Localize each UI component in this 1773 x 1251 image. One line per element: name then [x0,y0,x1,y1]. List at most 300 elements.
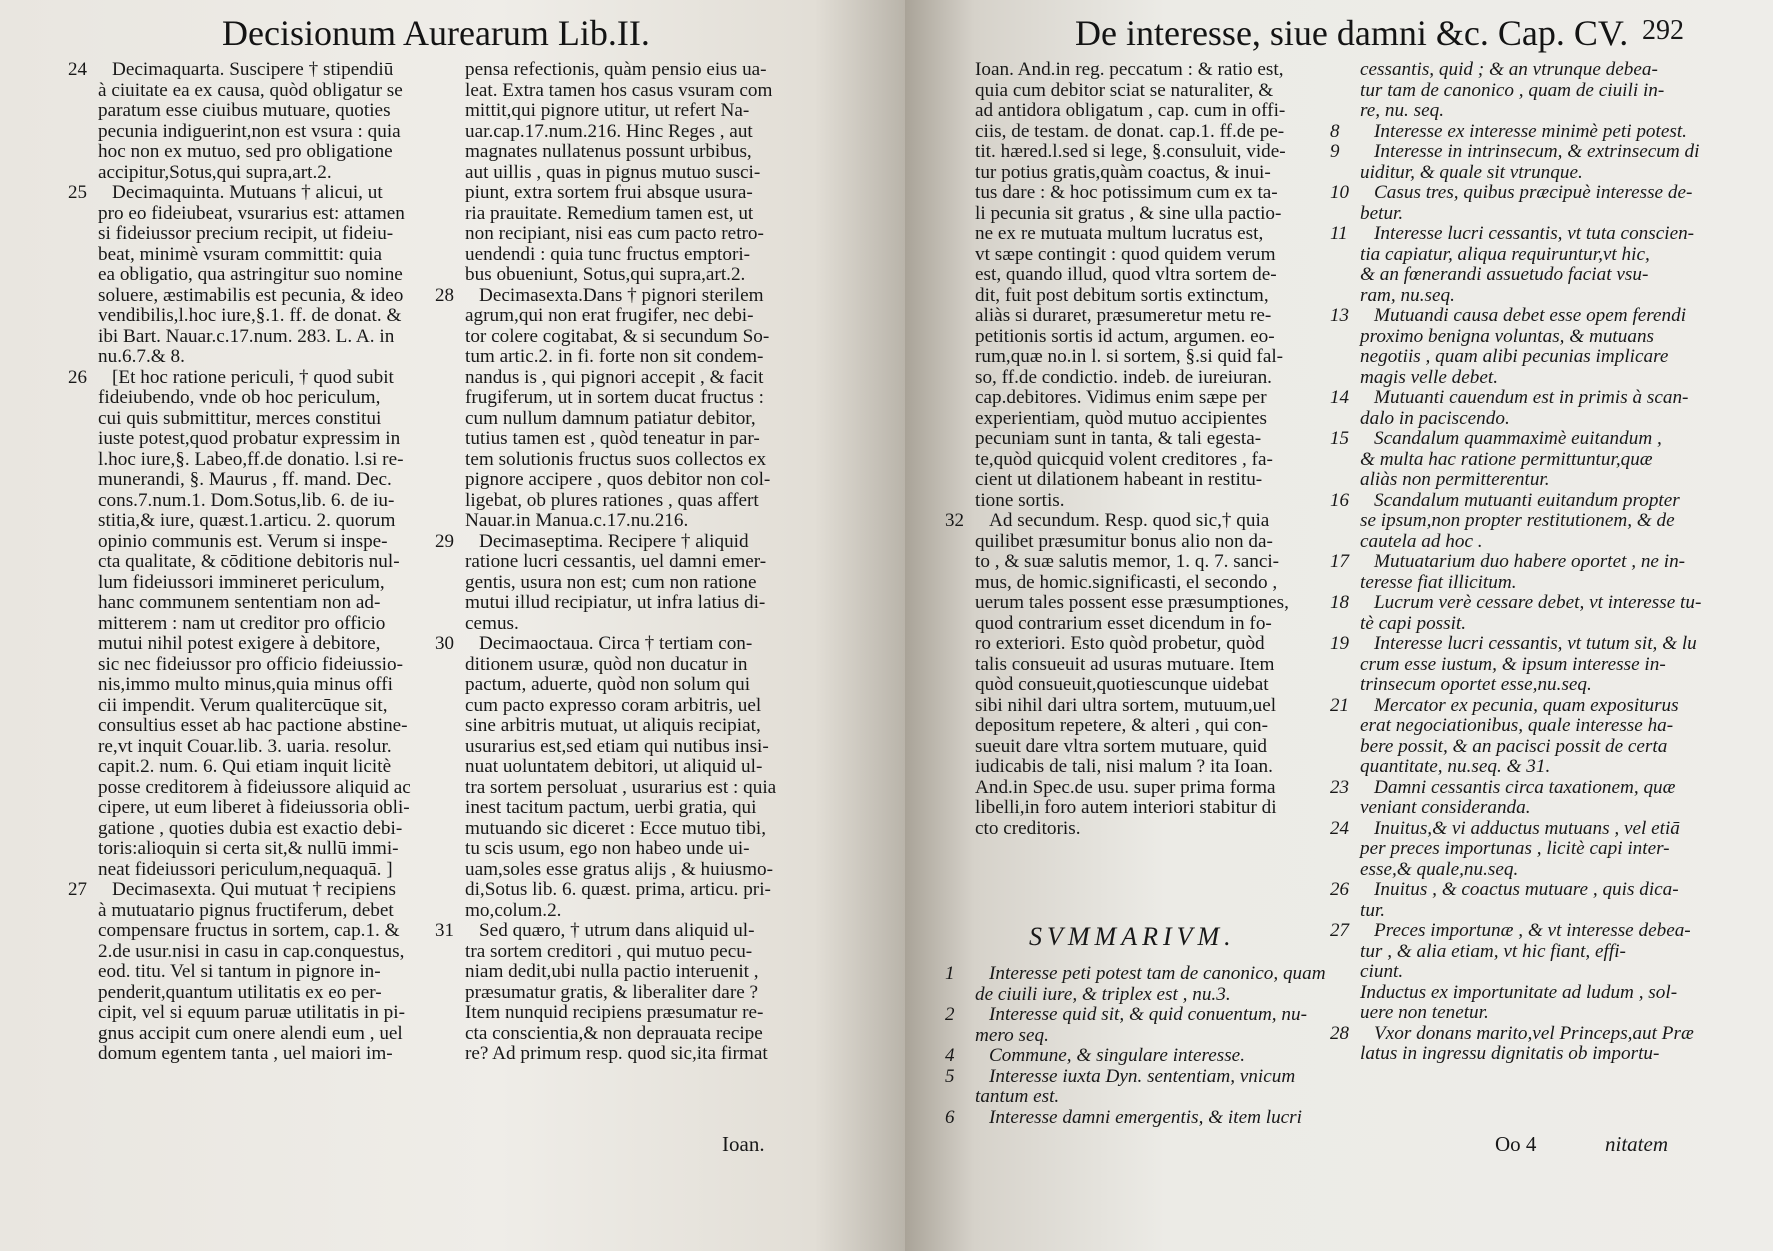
text-line [975,1025,1305,1046]
line-text: [Et hoc ratione periculi, † quod subit [112,366,394,388]
text-line [975,614,1305,635]
line-text: tem solutionis fructus suos collectos ex [465,448,767,470]
text-line [975,450,1305,471]
text-line [98,921,430,942]
line-text: à ciuitate ea ex causa, quòd obligatur se [98,79,403,101]
line-text: tit. hæred.l.sed si lege, §.consuluit, vide- [975,141,1286,162]
line-text: uar.cap.17.num.216. Hinc Reges , aut [465,120,753,142]
line-text: veniant consideranda. [1360,797,1531,818]
text-line [1360,962,1700,983]
line-text: sic nec fideiussor pro officio fideiussio- [98,653,403,675]
text-line [98,265,430,286]
text-line [1360,675,1700,696]
text-line [975,675,1305,696]
text-line [465,880,805,901]
line-text: cum pacto expresso coram arbitris, uel [465,694,762,716]
line-text: Ad secundum. Resp. quod sic,† quia [989,510,1270,531]
line-text: ciis, de testam. de donat. cap.1. ff.de pe- [975,120,1285,142]
text-line [1330,182,1700,204]
line-text: iudicabis de tali, nisi malum ? ita Ioan. [975,756,1273,777]
line-text: tur potius gratis,quàm coactus, & inui- [975,161,1271,183]
text-line [465,552,805,573]
text-line [98,716,430,737]
text-line [98,347,430,368]
line-text: ratione lucri cessantis, uel damni emer- [465,551,767,572]
line-text: frugiferum, ut in sortem ducat fructus : [465,387,764,408]
text-line [98,1024,430,1045]
line-text: Decimaquinta. Mutuans † alicui, ut [112,182,383,203]
text-line [1360,983,1700,1004]
text-line [435,633,805,655]
line-text: & multa hac ratione permittuntur,quæ [1360,448,1653,470]
text-line [975,491,1305,512]
right-page [905,0,1773,1251]
summary-title: SVMMARIVM. [1029,922,1236,951]
marginal-number: 18 [1330,592,1349,613]
running-head: De interesse, siue damni &c. Cap. CV. [1075,13,1629,53]
line-text: Scandalum quammaximè euitandum , [1374,428,1662,449]
text-line [465,306,805,327]
text-line [975,224,1305,245]
text-line [975,101,1305,122]
line-text: consultius esset ab hac pactione abstine- [98,715,408,736]
page-number: 292 [1642,15,1684,46]
text-line [1360,532,1700,553]
line-text: quòd consueuit,quotiescunque uidebat [975,674,1269,695]
line-text: so, ff.de condictio. indeb. de iureiuran. [975,366,1272,388]
line-text: fideiubendo, vnde ob hoc periculum, [98,387,381,408]
text-line [465,204,805,225]
text-line [98,573,430,594]
text-line [975,470,1305,491]
text-line [975,1086,1305,1107]
text-line [465,470,805,491]
text-line [98,962,430,983]
line-text: Decimasexta.Dans † pignori sterilem [479,284,764,306]
text-line [98,409,430,430]
text-line [1330,551,1700,573]
text-line [975,163,1305,184]
marginal-number: 10 [1330,182,1349,203]
text-line [1360,245,1700,266]
text-line [98,327,430,348]
text-line [98,942,430,963]
line-text: uerum tales possent esse præsumptiones, [975,592,1289,613]
text-line [1360,409,1700,430]
line-text: inest tacitum pactum, uerbi gratia, qui [465,797,757,818]
text-line [1360,839,1700,860]
line-text: l.hoc iure,§. Labeo,ff.de donatio. l.si re- [98,448,404,470]
line-text: cautela ad hoc . [1360,530,1483,552]
text-line [98,696,430,717]
line-text: tu scis usum, ego non habeo unde ui- [465,838,750,859]
text-line [1360,286,1700,307]
text-line [1360,573,1700,594]
marginal-number: 27 [1330,920,1349,941]
line-text: est, quando illud, quod vltra sortem de- [975,264,1277,285]
line-text: hoc non ex mutuo, sed pro obligatione [98,141,393,162]
text-line [98,819,430,840]
text-line [435,284,805,307]
line-text: tra sortem creditori , qui mutuo pecu- [465,940,753,962]
line-text: bus obueniunt, Sotus,qui supra,art.2. [465,264,746,285]
text-line [465,429,805,450]
text-line [975,798,1305,819]
text-line [435,920,805,942]
text-line [975,593,1305,614]
line-text: Item nunquid recipiens præsumatur re- [465,1002,764,1023]
line-text: aliàs si duraret, præsumeretur metu re- [975,305,1272,326]
text-line [465,368,805,389]
line-text: agrum,qui non erat frugifer, nec debi- [465,305,754,326]
line-text: mittit,qui pignore utitur, ut refert Na- [465,100,750,121]
text-line [975,757,1305,778]
running-head: Decisionum Aurearum Lib.II. [222,13,650,53]
marginal-number: 24 [68,59,87,80]
text-line [465,962,805,983]
text-line [945,1106,1305,1128]
line-text: ram, nu.seq. [1360,284,1455,306]
text-line [1330,694,1700,717]
marginal-number: 8 [1330,120,1340,142]
line-text: tra sortem persoluat , usurarius est : quia [465,776,777,798]
line-text: uam,soles esse gratus alijs , & huiusmo- [465,858,774,880]
line-text: vendibilis,l.hoc iure,§.1. ff. de donat. & [98,305,402,326]
line-text: uere non tenetur. [1360,1002,1489,1023]
text-line [975,984,1305,1005]
line-text: uendendi : quia tunc fructus emptori- [465,243,751,265]
line-text: & an fœnerandi assuetudo faciat vsu- [1360,264,1649,285]
line-text: teresse fiat illicitum. [1360,571,1517,593]
line-text: piunt, extra sortem frui absque usura- [465,182,753,203]
line-text: Interesse lucri cessantis, vt tuta conscien- [1374,223,1695,244]
line-text: te,quòd quicquid volent creditores , fa- [975,448,1273,470]
text-line [945,1065,1305,1087]
line-text: Ioan. And.in reg. peccatum : & ratio est, [975,59,1284,80]
line-text: usurarius est,sed etiam qui nutibus insi- [465,735,769,757]
text-line [465,860,805,881]
line-text: tione sortis. [975,489,1065,511]
text-line [1360,327,1700,348]
text-line [465,839,805,860]
text-line [1360,101,1700,122]
catchword: nitatem [1605,1132,1668,1156]
text-line [975,306,1305,327]
line-text: Scandalum mutuanti euitandum propter [1374,489,1680,511]
line-text: di,Sotus lib. 6. quæst. prima, articu. pri- [465,879,771,900]
line-text: libelli,in foro autem interiori stabitur di [975,797,1277,818]
text-line [68,59,430,81]
line-text: Nauar.in Manua.c.17.nu.216. [465,510,689,531]
line-text: magnates nullatenus possunt urbibus, [465,141,752,162]
text-line [975,265,1305,286]
line-text: nu.6.7.& 8. [98,346,185,367]
text-line [1360,470,1700,491]
line-text: ria prauitate. Remedium tamen est, ut [465,202,754,224]
line-text: Lucrum verè cessare debet, vt interesse tu- [1374,592,1702,613]
line-text: ne ex re mutuata multum lucratus est, [975,223,1264,244]
text-line [98,614,430,635]
text-line [975,696,1305,717]
line-text: ligebat, ob plures rationes , quas affert [465,489,759,511]
line-text: cii impendit. Verum qualitercūque sit, [98,694,388,716]
line-text: re? Ad primum resp. quod sic,ita firmat [465,1043,768,1064]
text-line [465,798,805,819]
marginal-number: 21 [1330,694,1349,716]
line-text: Interesse peti potest tam de canonico, quam [989,963,1326,984]
text-line [68,366,430,389]
line-text: to , & suæ salutis memor, 1. q. 7. sanci- [975,551,1280,572]
text-line [98,81,430,102]
line-text: pensa refectionis, quàm pensio eius ua- [465,59,767,80]
text-line [98,983,430,1004]
text-line [1360,757,1700,778]
text-line [465,347,805,368]
line-text: toris:alioquin si certa sit,& nullū immi- [98,838,399,859]
line-text: cemus. [465,612,519,634]
line-text: quilibet præsumitur bonus alio non da- [975,530,1273,552]
text-line [68,182,430,204]
line-text: non recipiant, nisi eas cum pacto retro- [465,223,764,244]
text-line [1330,223,1700,245]
line-text: cons.7.num.1. Dom.Sotus,lib. 6. de iu- [98,489,395,511]
line-text: betur. [1360,202,1404,224]
text-line [465,1024,805,1045]
marginal-number: 24 [1330,817,1349,839]
line-text: pactum, aduerte, quòd non solum qui [465,674,751,695]
line-text: Mutuatarium duo habere oportet , ne in- [1374,551,1686,572]
text-line [98,757,430,778]
line-text: 2.de usur.nisi in casu in cap.conquestus, [98,940,405,962]
marginal-number: 9 [1330,141,1340,162]
line-text: li pecunia sit gratus , & sine ulla pactio- [975,202,1282,224]
text-line [465,450,805,471]
text-line [975,429,1305,450]
marginal-number: 6 [945,1106,955,1128]
text-line [465,737,805,758]
text-line [975,347,1305,368]
text-line [465,942,805,963]
text-line [1360,511,1700,532]
text-line [975,532,1305,553]
line-text: mutuando sic diceret : Ecce mutuo tibi, [465,817,767,839]
marginal-number: 25 [68,182,87,203]
left-column-1 [68,59,430,1065]
text-line [465,757,805,778]
text-line [465,101,805,122]
text-line [98,634,430,655]
line-text: negotiis , quam alibi pecunias implicare [1360,346,1669,367]
line-text: pignore accipere , quos debitor non col- [465,469,771,490]
line-text: soluere, æstimabilis est pecunia, & ideo [98,284,404,306]
line-text: opinio communis est. Verum si inspe- [98,530,388,552]
text-line [435,530,805,553]
line-text: cui quis submittitur, merces constitui [98,407,382,429]
line-text: cipit, vel si equum paruæ utilitatis in pi- [98,1002,405,1023]
text-line [465,388,805,409]
left-column-2 [435,59,805,1065]
marginal-number: 31 [435,920,454,941]
line-text: Sed quæro, † utrum dans aliquid ul- [479,920,755,941]
line-text: mutui nihil potest exigere à debitore, [98,633,381,654]
summary-left-column [945,963,1326,1128]
text-line [98,122,430,143]
line-text: Decimaseptima. Recipere † aliquid [479,530,749,552]
line-text: sibi nihil dari ultra sortem, mutuum,uel [975,694,1277,716]
text-line [1360,81,1700,102]
right-column-2 [1330,59,1702,1065]
line-text: gnus accipit cum onere alendi eum , uel [98,1022,403,1044]
line-text: compensare fructus in sortem, cap.1. & [98,920,400,941]
line-text: quod contrarium esset dicendum in fo- [975,612,1272,634]
line-text: ad antidora obligatum , cap. cum in offi- [975,100,1286,121]
line-text: penderit,quantum utilitatis ex eo per- [98,981,382,1003]
text-line [98,388,430,409]
marginal-number: 28 [1330,1022,1349,1044]
text-line [98,593,430,614]
line-text: lum fideiussori immineret periculum, [98,571,385,593]
text-line [1330,120,1700,143]
line-text: hanc communem sententiam non ad- [98,592,381,613]
text-line [1360,614,1700,635]
marginal-number: 19 [1330,633,1349,654]
line-text: dalo in paciscendo. [1360,407,1510,429]
text-line [945,963,1326,984]
text-line [98,901,430,922]
line-text: Casus tres, quibus præcipuè interesse de- [1374,182,1693,203]
line-text: depositum repetere, & alteri , qui con- [975,715,1269,736]
text-line [945,1045,1305,1066]
line-text: quia cum debitor sciat se naturaliter, & [975,79,1274,101]
line-text: à mutuatario pignus fructiferum, debet [98,899,394,921]
line-text: vt sæpe contingit : quod quidem verum [975,243,1276,265]
text-line [465,511,805,532]
line-text: Interesse lucri cessantis, vt tutum sit, & lu [1374,633,1697,654]
text-line [98,450,430,471]
text-line [465,81,805,102]
text-line [68,879,430,901]
line-text: Interesse ex interesse minimè peti potest. [1374,120,1687,142]
text-line [98,798,430,819]
line-text: quantitate, nu.seq. & 31. [1360,756,1551,777]
text-line [465,327,805,348]
line-text: cap.debitores. Vidimus enim sæpe per [975,387,1267,408]
text-line [1360,450,1700,471]
line-text: And.in Spec.de usu. super prima forma [975,776,1276,798]
text-line [1330,428,1700,450]
line-text: iuste potest,quod probatur expressim in [98,428,401,449]
catchword: Ioan. [722,1132,765,1156]
marginal-number: 15 [1330,428,1349,449]
line-text: posse creditorem à fideiussore aliquid ac [98,776,411,798]
text-line [1360,368,1700,389]
text-line [465,224,805,245]
text-line [465,901,805,922]
line-text: per preces importunas , licitè capi inter- [1360,838,1670,859]
line-text: magis velle debet. [1360,366,1498,388]
text-line [1360,1044,1700,1065]
line-text: re, nu. seq. [1360,100,1445,121]
marginal-number: 14 [1330,387,1349,408]
line-text: ibi Bart. Nauar.c.17.num. 283. L. A. in [98,325,395,347]
right-column-1 [945,59,1305,839]
line-text: eod. titu. Vel si tantum in pignore in- [98,961,381,982]
text-line [1330,489,1700,512]
line-text: Vxor donans marito,vel Princeps,aut Præ [1374,1022,1694,1044]
text-line [975,716,1305,737]
marginal-number: 1 [945,963,955,984]
line-text: leat. Extra tamen hos casus vsuram com [465,79,773,101]
line-text: sueuit dare vltra sortem mutuare, quid [975,735,1267,757]
text-line [1360,737,1700,758]
marginal-number: 29 [435,530,454,552]
line-text: tantum est. [975,1086,1060,1107]
line-text: domum egentem tanta , uel maiori im- [98,1043,393,1064]
text-line [1360,798,1700,819]
line-text: se ipsum,non propter restitutionem, & de [1360,510,1675,531]
text-line [1330,920,1700,942]
text-line [98,511,430,532]
line-text: tor colere cogitabat, & si secundum So- [465,325,770,347]
text-line [975,60,1305,81]
line-text: nis,immo multo minus,quia minus offi [98,674,393,695]
text-line [465,983,805,1004]
text-line [1360,655,1700,676]
text-line [98,552,430,573]
text-line [1360,860,1700,881]
marginal-number: 17 [1330,551,1349,572]
line-text: Mercator ex pecunia, quam expositurus [1374,694,1679,716]
line-text: bere possit, & an pacisci possit de certa [1360,735,1668,757]
text-line [975,81,1305,102]
line-text: petitionis sortis id actum, argumen. eo- [975,325,1275,347]
line-text: Commune, & singulare interesse. [989,1045,1245,1066]
line-text: tum artic.2. in fi. forte non sit condem- [465,346,764,367]
line-text: mutui illud recipiatur, ut infra latius di- [465,592,766,613]
line-text: cessantis, quid ; & an vtrunque debea- [1360,59,1658,80]
text-line [98,163,430,184]
line-text: Interesse damni emergentis, & item lucri [989,1106,1302,1128]
text-line [975,552,1305,573]
text-line [1360,163,1700,184]
text-line [465,60,805,81]
text-line [1330,141,1700,163]
text-line [465,593,805,614]
line-text: Interesse quid sit, & quid conuentum, nu- [989,1004,1307,1025]
marginal-number: 16 [1330,489,1349,511]
line-text: beat, minimè vsuram committit: quia [98,243,383,265]
text-line [465,245,805,266]
line-text: dit, fuit post debitum sortis extinctum, [975,284,1269,306]
text-line [465,716,805,737]
text-line [465,675,805,696]
text-line [975,327,1305,348]
line-text: Decimaquarta. Suscipere † stipendiū [112,59,394,80]
marginal-number: 13 [1330,305,1349,326]
text-line [98,245,430,266]
line-text: mus, de homic.significasti, el secondo , [975,571,1278,593]
line-text: cient ut dilationem habeant in restitu- [975,469,1263,490]
line-text: aliàs non permitterentur. [1360,469,1550,490]
text-line [98,532,430,553]
line-text: nuat uoluntatem debitori, ut aliquid ul- [465,756,763,777]
line-text: tur tam de canonico , quam de ciuili in- [1360,79,1665,101]
line-text: tia capiatur, aliqua requiruntur,vt hic, [1360,243,1650,265]
marginal-number: 2 [945,1004,955,1025]
text-line [975,409,1305,430]
text-line [945,1004,1307,1025]
text-line [975,204,1305,225]
